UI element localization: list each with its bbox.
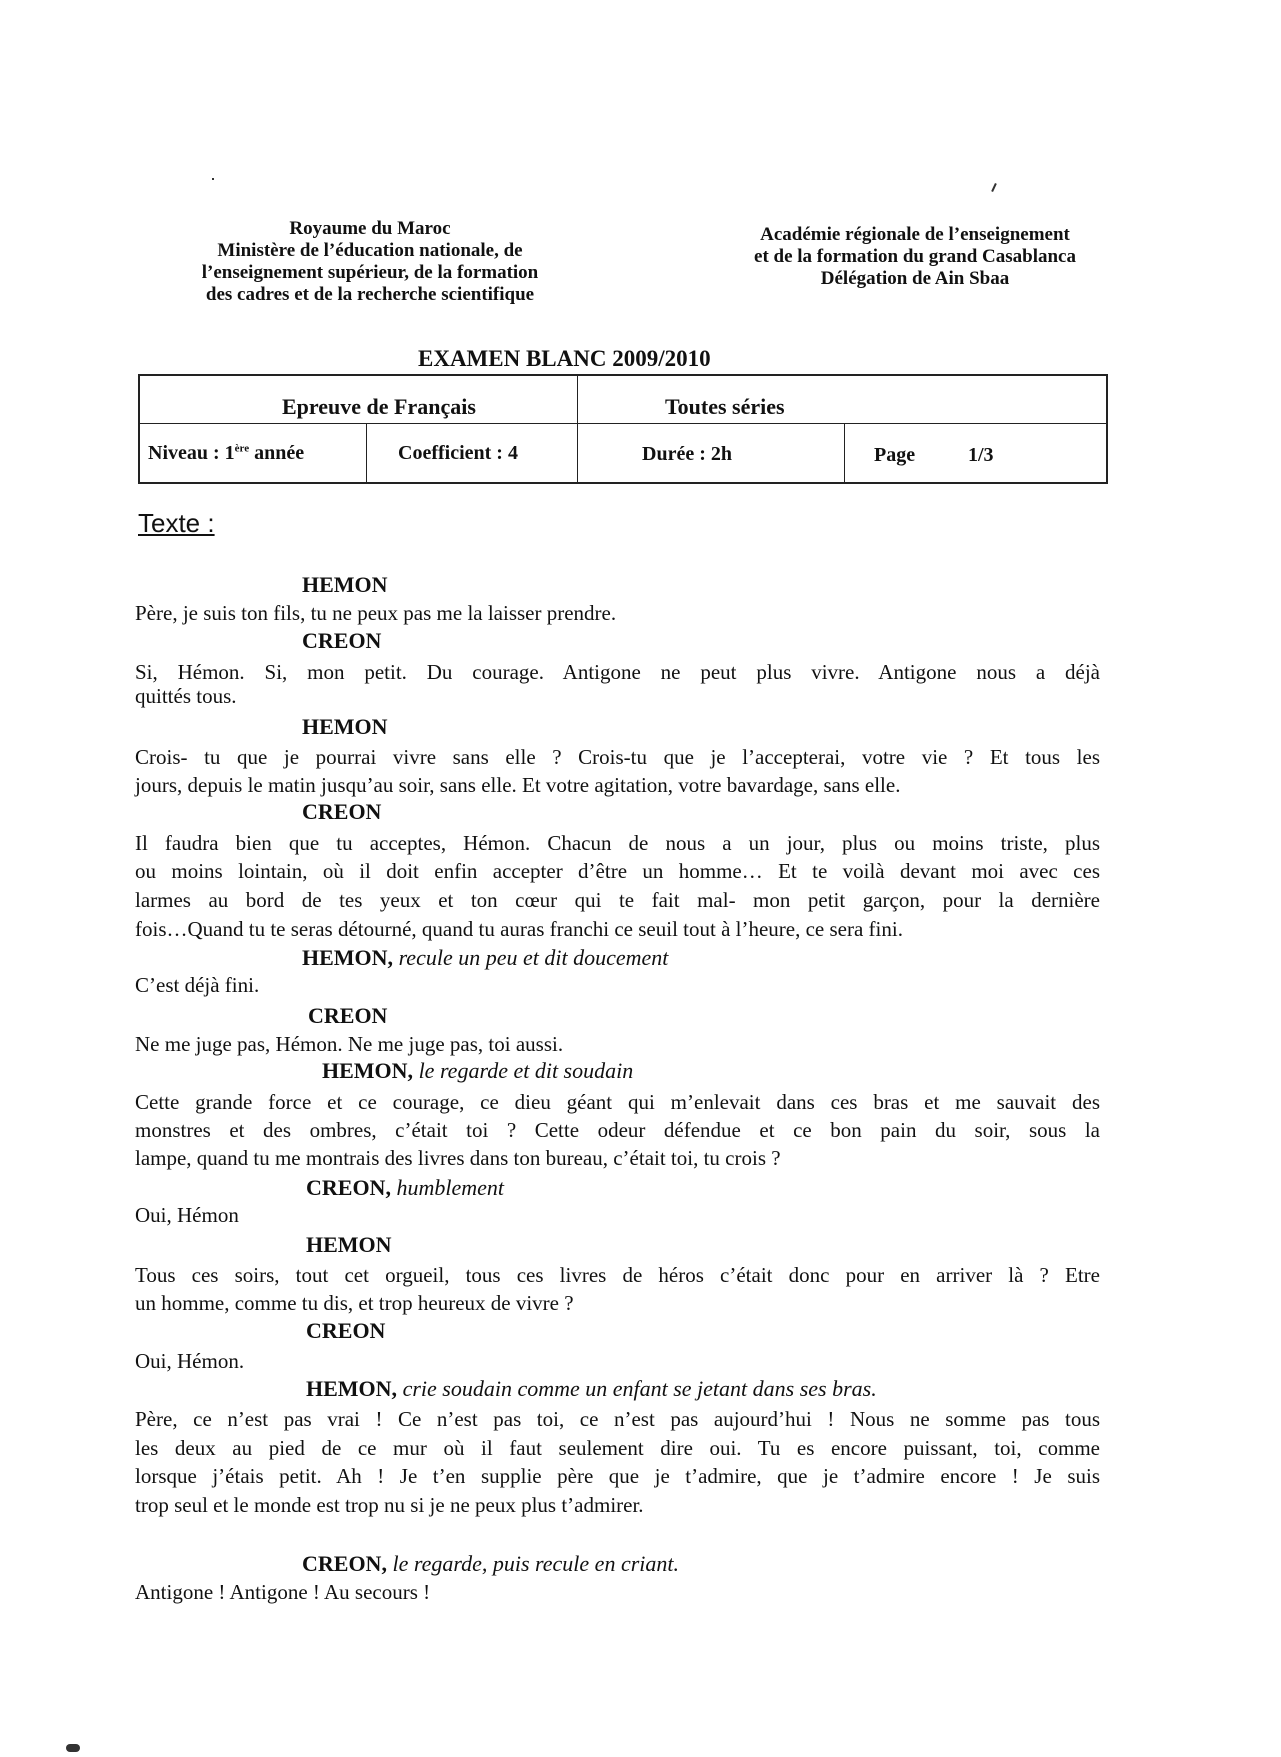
dialogue-line: Il faudra bien que tu acceptes, Hémon. Chacun de nous a un jour, plus ou moins triste, plus [135, 831, 1100, 855]
speaker-label: HEMON, [302, 945, 394, 970]
dialogue-line: lampe, quand tu me montrais des livres dans ton bureau, c’était toi, tu crois ? [135, 1146, 781, 1170]
dialogue-line: quittés tous. [135, 684, 237, 708]
dialogue-line: C’est déjà fini. [135, 973, 260, 997]
header-right-line: Délégation de Ain Sbaa [820, 268, 1010, 289]
page-label: Page [874, 444, 916, 466]
dialogue-line: larmes au bord de tes yeux et ton cœur qui te fait mal- mon petit garçon, pour la dernière [135, 888, 1100, 912]
speaker-name [322, 1058, 633, 1084]
dialogue-line: Père, je suis ton fils, tu ne peux pas me la laisser prendre. [135, 601, 617, 625]
dialogue-line: Cette grande force et ce courage, ce dieu géant qui m’enlevait dans ces bras et me sauvait des [135, 1090, 1100, 1114]
coefficient-cell: Coefficient : 4 [398, 442, 518, 464]
dialogue-line: Père, ce n’est pas vrai ! Ce n’est pas toi, ce n’est pas aujourd’hui ! Nous ne somme pas tous [135, 1407, 1100, 1431]
table-divider-vertical [844, 423, 845, 482]
scan-mark-bottom [66, 1744, 80, 1752]
speaker-name: CREON [302, 799, 382, 824]
dialogue-line: jours, depuis le matin jusqu’au soir, sans elle. Et votre agitation, votre bavardage, sans elle. [135, 773, 901, 797]
stage-direction: recule un peu et dit doucement [398, 945, 669, 970]
speaker-label: HEMON, [322, 1058, 414, 1083]
header-right-line: Académie régionale de l’enseignement [760, 224, 1070, 245]
duree-cell: Durée : 2h [642, 443, 732, 465]
header-left-line: l’enseignement supérieur, de la formation [201, 262, 539, 283]
dialogue-line: lorsque j’étais petit. Ah ! Je t’en supplie père que je t’admire, que je t’admire encore ! Je suis [135, 1464, 1100, 1488]
header-left-line: Ministère de l’éducation nationale, de [217, 240, 523, 261]
dialogue-line: Crois- tu que je pourrai vivre sans elle ? Crois-tu que je l’accepterai, votre vie ? Et tous les [135, 745, 1100, 769]
dialogue-line: un homme, comme tu dis, et trop heureux de vivre ? [135, 1291, 574, 1315]
exam-info-table [138, 374, 1108, 484]
header-left-line: des cadres et de la recherche scientifique [205, 284, 535, 305]
header-left-line: Royaume du Maroc [289, 218, 451, 239]
texte-label: Texte : [138, 508, 215, 538]
dialogue-line: monstres et des ombres, c’était toi ? Cette odeur défendue et ce bon pain du soir, sous la [135, 1118, 1100, 1142]
speaker-name: CREON [306, 1318, 386, 1343]
dialogue-line: Tous ces soirs, tout cet orgueil, tous ces livres de héros c’était donc pour en arriver là ? Etre [135, 1263, 1100, 1287]
dialogue-line: Si, Hémon. Si, mon petit. Du courage. Antigone ne peut plus vivre. Antigone nous a déjà [135, 660, 1100, 684]
page-value: 1/3 [968, 444, 994, 466]
table-divider-vertical [366, 423, 367, 482]
niveau-suffix: année [249, 442, 305, 464]
speaker-name: CREON [302, 628, 382, 653]
stage-direction: crie soudain comme un enfant se jetant dans ses bras. [402, 1376, 877, 1401]
speaker-label: CREON, [306, 1175, 391, 1200]
speaker-name: CREON [308, 1003, 388, 1028]
scan-mark-top [212, 178, 214, 180]
stage-direction: humblement [396, 1175, 504, 1200]
stage-direction: le regarde, puis recule en criant. [392, 1551, 679, 1576]
exam-title: EXAMEN BLANC 2009/2010 [418, 346, 711, 371]
scan-mark-slash [991, 183, 997, 192]
header-ministry [150, 218, 590, 306]
stage-direction: le regarde et dit soudain [418, 1058, 634, 1083]
speaker-name [306, 1175, 504, 1201]
series-cell: Toutes séries [665, 394, 785, 419]
dialogue-line: Oui, Hémon. [135, 1349, 245, 1373]
dialogue-line: fois…Quand tu te seras détourné, quand tu auras franchi ce seuil tout à l’heure, ce sera fini. [135, 917, 903, 941]
dialogue-line: les deux au pied de ce mur où il faut seulement dire oui. Tu es encore puissant, toi, comme [135, 1436, 1100, 1460]
dialogue-line: ou moins lointain, où il doit enfin accepter d’être un homme… Et te voilà devant moi avec ces [135, 859, 1100, 883]
niveau-prefix: Niveau : 1 [148, 442, 235, 464]
speaker-label: CREON, [302, 1551, 387, 1576]
speaker-name: HEMON [302, 572, 388, 597]
dialogue-line: Oui, Hémon [135, 1203, 239, 1227]
dialogue-line: Antigone ! Antigone ! Au secours ! [135, 1580, 431, 1604]
header-academy [680, 224, 1150, 290]
speaker-name [302, 1551, 679, 1577]
speaker-name: HEMON [306, 1232, 392, 1257]
niveau-superscript: ère [234, 442, 250, 455]
speaker-name: HEMON [302, 714, 388, 739]
speaker-label: HEMON, [306, 1376, 398, 1401]
table-divider-vertical [577, 376, 578, 482]
table-divider-horizontal [140, 423, 1106, 424]
dialogue-line: Ne me juge pas, Hémon. Ne me juge pas, toi aussi. [135, 1032, 564, 1056]
epreuve-cell: Epreuve de Français [282, 394, 476, 419]
speaker-name [306, 1376, 877, 1402]
dialogue-line: trop seul et le monde est trop nu si je ne peux plus t’admirer. [135, 1493, 644, 1517]
header-right-line: et de la formation du grand Casablanca [754, 246, 1076, 267]
niveau-cell [148, 442, 304, 465]
speaker-name [302, 945, 668, 971]
